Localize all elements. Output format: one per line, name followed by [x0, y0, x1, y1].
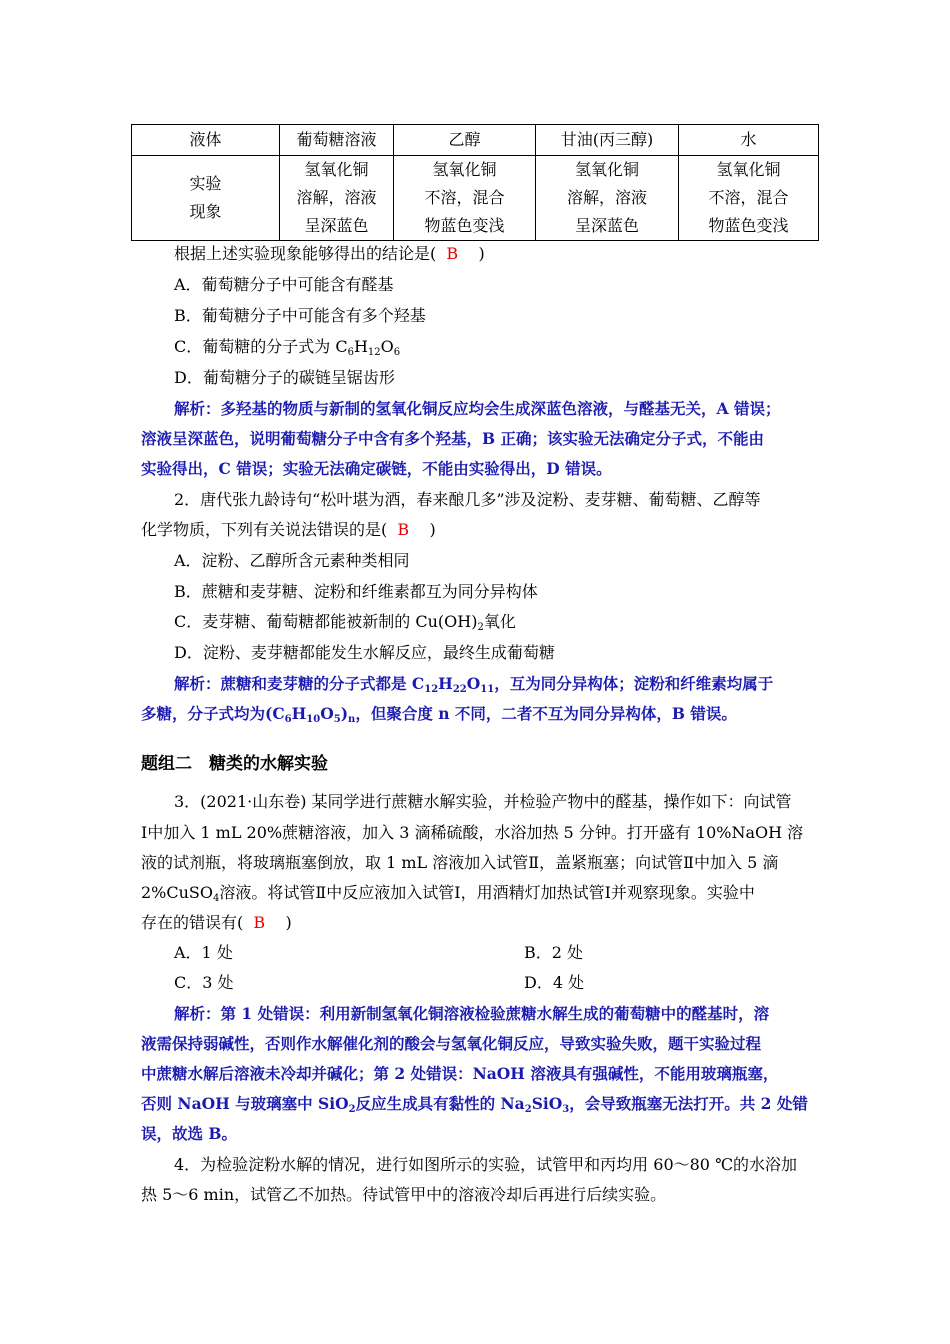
table-header-cell: 乙醇	[394, 125, 536, 156]
q3-option-a: A．1 处	[174, 943, 233, 962]
q1-answer: B	[446, 244, 459, 263]
q3-option-b: B．2 处	[524, 943, 584, 962]
table-header-row	[132, 125, 819, 156]
q1-stem: 根据上述实验现象能够得出的结论是( B )	[174, 244, 485, 263]
q3-option-c: C．3 处	[174, 973, 234, 992]
q3-stem: 2%CuSO$_4$溶液。将试管Ⅱ中反应液加入试管Ⅰ，用酒精灯加热试管Ⅰ并观察现象。实验中	[141, 883, 755, 904]
q3-stem: 液的试剂瓶，将玻璃瓶塞倒放，取 1 mL 溶液加入试管Ⅱ，盖紧瓶塞；向试管Ⅱ中加入 5 滴	[141, 853, 779, 872]
q4-stem: 4．为检验淀粉水解的情况，进行如图所示的实验，试管甲和丙均用 60～80 ℃的水浴加	[174, 1155, 797, 1174]
q1-option-c: C．葡萄糖的分子式为 $C_6H_{12}O_6$	[174, 337, 401, 358]
table-header-cell: 葡萄糖溶液	[280, 125, 394, 156]
table-header-cell: 甘油(丙三醇)	[536, 125, 679, 156]
table-cell: 氢氧化铜 溶解，溶液 呈深蓝色	[280, 156, 394, 241]
q1-analysis-line: 实验得出，C 错误；实验无法确定碳链，不能由实验得出，D 错误。	[141, 459, 612, 478]
q2-stem: 化学物质，下列有关说法错误的是( B )	[141, 520, 436, 539]
q1-option-a: A．葡萄糖分子中可能含有醛基	[174, 275, 394, 294]
q1-analysis-line: 溶液呈深蓝色，说明葡萄糖分子中含有多个羟基，B 正确；该实验无法确定分子式，不能由	[141, 429, 764, 448]
q1-analysis-line: 解析：多羟基的物质与新制的氢氧化铜反应均会生成深蓝色溶液，与醛基无关，A 错误；	[174, 399, 781, 418]
q2-option-d: D．淀粉、麦芽糖都能发生水解反应，最终生成葡萄糖	[174, 643, 555, 662]
q3-analysis-line: 误，故选 B。	[141, 1124, 237, 1143]
q3-option-d: D．4 处	[524, 973, 585, 992]
q3-analysis-line: 液需保持弱碱性，否则作水解催化剂的酸会与氢氧化铜反应，导致实验失败，题干实验过程	[141, 1034, 762, 1053]
table-cell: 氢氧化铜 不溶，混合 物蓝色变浅	[394, 156, 536, 241]
q2-option-c: C．麦芽糖、葡萄糖都能被新制的 $Cu(OH)_2$氧化	[174, 612, 516, 633]
q2-analysis-line: 多糖，分子式均为$(C_6H_{10}O_5)_n$，但聚合度 n 不同，二者不互为同分异构体，B 错误。	[141, 704, 737, 725]
q3-stem: 存在的错误有( B )	[141, 913, 292, 932]
q3-analysis-line: 解析：第 1 处错误：利用新制氢氧化铜溶液检验蔗糖水解生成的葡萄糖中的醛基时，溶	[174, 1004, 770, 1023]
table-header-cell: 液体	[132, 125, 280, 156]
q2-answer: B	[397, 520, 410, 539]
q1-option-d: D．葡萄糖分子的碳链呈锯齿形	[174, 368, 395, 387]
table-header-cell: 水	[679, 125, 819, 156]
q2-stem: 2．唐代张九龄诗句“松叶堪为酒，春来酿几多”涉及淀粉、麦芽糖、葡萄糖、乙醇等	[174, 490, 761, 509]
section-title: 题组二 糖类的水解实验	[141, 754, 328, 774]
experiment-table	[131, 124, 819, 241]
q2-analysis-line: 解析：蔗糖和麦芽糖的分子式都是 $C_{12}H_{22}O_{11}$，互为同分异构体；淀粉和纤维素均属于	[174, 674, 774, 695]
q3-answer: B	[253, 913, 266, 932]
q3-analysis-line: 否则 NaOH 与玻璃塞中 SiO$_2$反应生成具有黏性的 $Na_2SiO_3$，会导致瓶塞无法打开。共 2 处错	[141, 1094, 808, 1115]
q1-option-b: B．葡萄糖分子中可能含有多个羟基	[174, 306, 426, 325]
q3-stem: 3．(2021·山东卷) 某同学进行蔗糖水解实验，并检验产物中的醛基，操作如下：向试管	[174, 792, 792, 811]
q2-option-b: B．蔗糖和麦芽糖、淀粉和纤维素都互为同分异构体	[174, 582, 538, 601]
table-cell: 氢氧化铜 溶解，溶液 呈深蓝色	[536, 156, 679, 241]
q2-option-a: A．淀粉、乙醇所含元素种类相同	[174, 551, 410, 570]
table-cell: 氢氧化铜 不溶，混合 物蓝色变浅	[679, 156, 819, 241]
table-row-label: 实验 现象	[132, 156, 280, 241]
q3-stem: Ⅰ中加入 1 mL 20%蔗糖溶液，加入 3 滴稀硫酸，水浴加热 5 分钟。打开盛有 10%NaOH 溶	[141, 823, 804, 842]
q4-stem: 热 5～6 min，试管乙不加热。待试管甲中的溶液冷却后再进行后续实验。	[141, 1185, 667, 1204]
q3-analysis-line: 中蔗糖水解后溶液未冷却并碱化；第 2 处错误：NaOH 溶液具有强碱性，不能用玻璃瓶塞，	[141, 1064, 779, 1083]
table-row	[132, 156, 819, 241]
